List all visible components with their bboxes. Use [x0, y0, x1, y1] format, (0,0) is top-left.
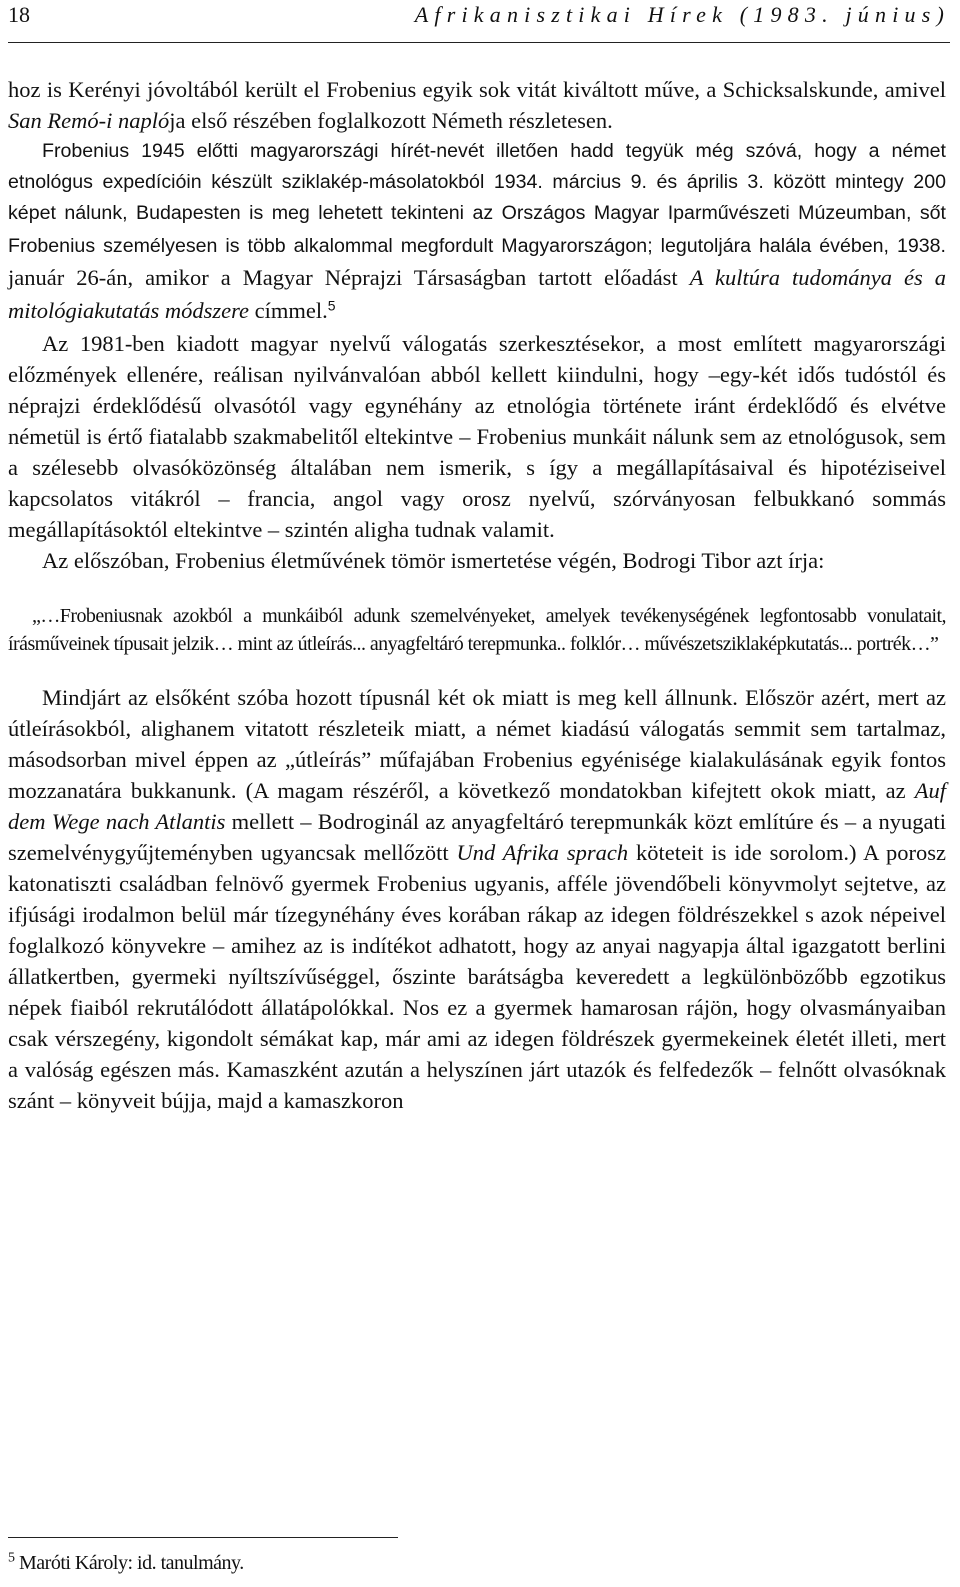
footnote-number: 5 — [8, 1550, 15, 1566]
italic-title-afrika-sprach: Und Afrika sprach — [456, 840, 629, 865]
body-text — [8, 74, 946, 1116]
paragraph-5-text: Mindjárt az elsőként szóba hozott típusnál két ok miatt is meg kell állnunk. Először azért, mert az útleírásokból, alighanem vitatott részleteik miatt, a német kiadású válogatás semmit sem tartalmaz, másodsorban mivel éppen az „útleírás” műfajában Frobenius egyénisége kialakulásának egyik fontos mozzanatára bukkanunk. (A magam részéről, a következő mondatokban kifejtett okok miatt, az — [8, 685, 946, 803]
paragraph-2-serif-text: január 26-án, amikor a Magyar Néprajzi Társaságban tartott előadást — [8, 265, 690, 290]
footnote-rule — [8, 1537, 398, 1538]
italic-lecture-title: A kultúra tudománya és a mitológiakutatás módszere — [8, 265, 946, 323]
paragraph-5 — [8, 682, 946, 1116]
italic-title-san-remo: San Remó-i napló — [8, 108, 170, 133]
italic-title-atlantis: Auf dem Wege nach Atlantis — [8, 778, 946, 834]
running-title: Afrikanisztikai Hírek (1983. június) — [414, 2, 950, 27]
paragraph-2 — [8, 136, 946, 328]
paragraph-1 — [8, 74, 946, 136]
paragraph-3: Az 1981-ben kiadott magyar nyelvű válogatás szerkesztésekor, a most említett magyarországi előzmények ellenére, reálisan nyilvánvalóan abból kellett kiindulni, hogy –egy-két idős tudóstól és néprajzi érdeklődésű olvasótól vagy egynéhány az etnológia története iránt érdeklődő és elvétve németül is értő fiatalabb szakmabelitől eltekintve – Frobenius munkáit nálunk sem az etnológusok, sem a szélesebb olvasóközönség általában nem ismerik, s így a megállapításaival és hipotéziseivel kapcsolatos vitákról – francia, angol vagy orosz nyelvű, szórványosan felbukkanó sommás megállapításoktól eltekintve – szintén aligha tudnak valamit. — [8, 331, 946, 542]
paragraph-1-text: hoz is Kerényi jóvoltából került el Frobenius egyik sok vitát kiváltott műve, a Schicksalskunde, amivel — [8, 77, 946, 102]
block-quote — [8, 602, 946, 658]
paragraph-2-end: címmel. — [249, 298, 328, 323]
footnote — [8, 1549, 244, 1577]
quote-text: „…Frobeniusnak azokból a munkáiból adunk szemelvényeket, amelyek tevékenységének legfontosabb vonulatait, írásműveinek típusait jelzik… mint az útleírás... anyagfeltáró terepmunka.. folklór… művészetsziklaképkutatás... portrék…” — [8, 605, 946, 655]
paragraph-5-text-end: köteteit is ide sorolom.) A porosz katonatiszti családban felnövő gyermek Frobenius ugyanis, afféle jövendőbeli könyvmolyt sejtetve, az ifjúsági irodalmon belül már tízegynéhány éves korában rákap az idegen földrészekkel s azok népeivel foglalkozó könyvekre – amihez az is indítékot adhatott, hogy az anyai nagyapja által igazgatott berlini állatkertben, gyermeki nyíltszívűséggel, őszinte barátságba keveredett a legkülönbözőbb egzotikus népek fiaiból rekrutálódott állatápolókkal. Nos ez a gyermek hamarosan rájön, hogy olvasmányaiban csak vérszegény, kigondolt sémákat kap, már ami az idegen földrészek gyermekeinek életét illeti, mert a valóság egészen más. Kamaszként azután a helyszínen járt utazók és felfedezők – felnőtt olvasóknak szánt – könyveit bújja, majd a kamaszkoron — [8, 840, 946, 1113]
paragraph-5-text-middle: mellett – Bodroginál az anyagfeltáró terepmunkák közt említúre és – a nyugati szemelvénygyűjteményben ugyancsak mellőzött — [8, 809, 946, 865]
paragraph-4: Az előszóban, Frobenius életművének tömör ismertetése végén, Bodrogi Tibor azt írja: — [42, 548, 825, 573]
footnote-reference[interactable]: 5 — [327, 297, 336, 314]
header-rule — [8, 42, 950, 43]
page-header — [8, 0, 950, 40]
footnote-text: Maróti Károly: id. tanulmány. — [19, 1552, 244, 1574]
page-number: 18 — [8, 2, 30, 27]
paragraph-2-sans-text: Frobenius 1945 előtti magyarországi hírét-nevét illetően hadd tegyük még szóvá, hogy a német etnológus expedícióin készült sziklakép-másolatokból 1934. március 9. és április 3. között mintegy 200 képet nálunk, Budapesten is meg lehetett tekinteni az Országos Magyar Iparművészeti Múzeumban, sőt Frobenius személyesen is több alkalommal megfordult Magyarországon; legutoljára halála évében, 1938. — [8, 140, 946, 257]
paragraph-1-text-end: ja első részében foglalkozott Németh részletesen. — [169, 108, 613, 133]
